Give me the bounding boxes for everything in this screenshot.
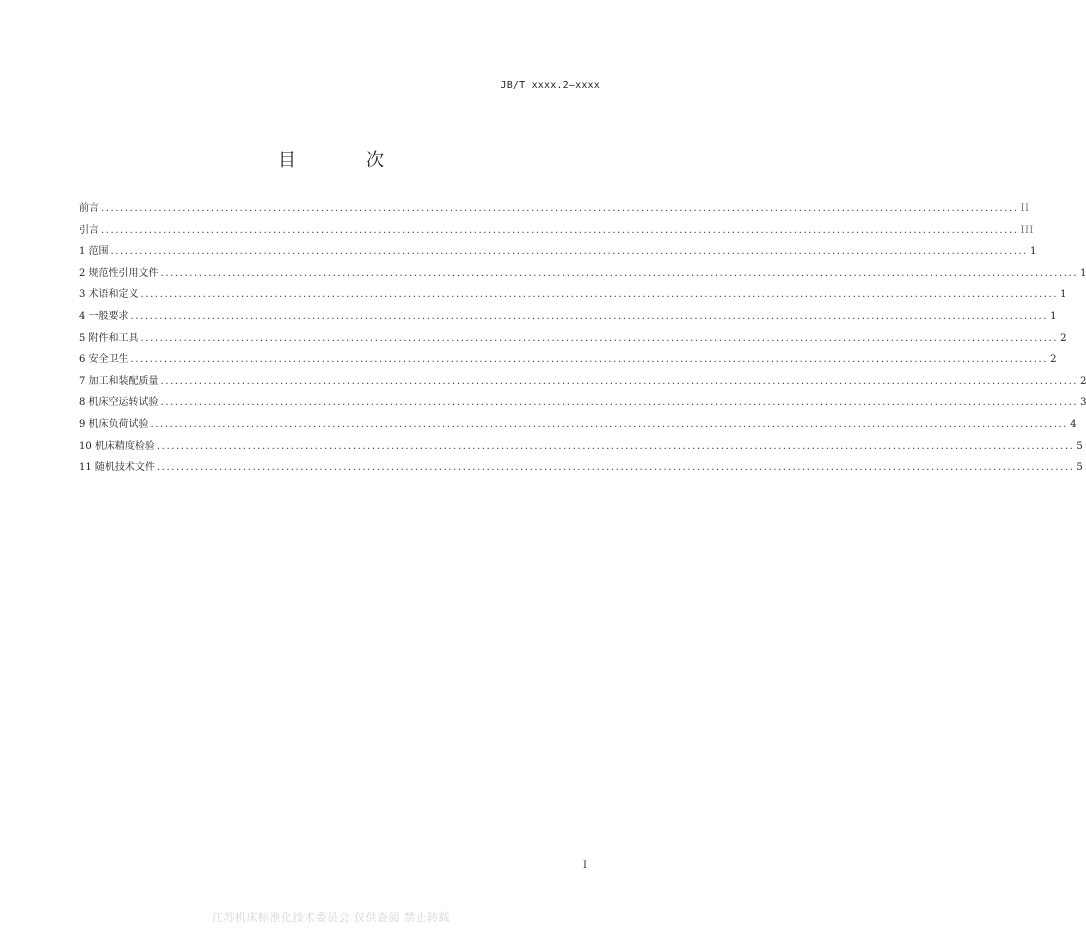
toc-entry-label: 4 一般要求 bbox=[79, 310, 129, 322]
page-number: I bbox=[583, 860, 587, 871]
toc-entry-page: 2 bbox=[1060, 332, 1067, 344]
toc-entry-normative-references[interactable] bbox=[79, 263, 1086, 285]
toc-entry-page: 4 bbox=[1070, 418, 1077, 430]
toc-entry-page: 1 bbox=[1060, 289, 1067, 301]
toc-entry-label: 8 机床空运转试验 bbox=[79, 397, 159, 409]
toc-entry-accessories-tools[interactable] bbox=[79, 328, 1067, 350]
toc-dot-leader: ................................................................................................................................................................................................ bbox=[156, 462, 1075, 474]
toc-entry-label: 引言 bbox=[79, 224, 99, 236]
toc-title: 目 次 bbox=[278, 150, 410, 171]
toc-dot-leader: ................................................................................................................................................................................................ bbox=[160, 397, 1079, 409]
toc-dot-leader: ................................................................................................................................................................................................ bbox=[156, 440, 1075, 452]
toc-dot-leader: ................................................................................................................................................................................................ bbox=[130, 310, 1049, 322]
toc-entry-label: 2 规范性引用文件 bbox=[79, 267, 159, 279]
toc-dot-leader: ................................................................................................................................................................................................ bbox=[160, 267, 1079, 279]
toc-dot-leader: ................................................................................................................................................................................................ bbox=[150, 418, 1069, 430]
toc-entry-scope[interactable] bbox=[79, 241, 1037, 263]
toc-entry-foreword[interactable] bbox=[79, 198, 1030, 220]
toc-entry-accuracy-inspection[interactable] bbox=[79, 436, 1083, 458]
toc-entry-page: 2 bbox=[1080, 375, 1086, 387]
toc-entry-label: 11 随机技术文件 bbox=[79, 462, 155, 474]
toc-entry-page: 1 bbox=[1050, 310, 1057, 322]
toc-entry-page: 5 bbox=[1076, 440, 1083, 452]
toc-entry-label: 10 机床精度检验 bbox=[79, 440, 155, 452]
toc-entry-label: 前言 bbox=[79, 203, 99, 214]
toc-entry-label: 7 加工和装配质量 bbox=[79, 375, 159, 387]
toc-entry-page: II bbox=[1020, 203, 1030, 214]
toc-entry-technical-documents[interactable] bbox=[79, 457, 1083, 479]
toc-entry-load-test[interactable] bbox=[79, 414, 1077, 436]
toc-entry-label: 9 机床负荷试验 bbox=[79, 418, 149, 430]
toc-entry-page: 1 bbox=[1080, 267, 1086, 279]
toc-dot-leader: ................................................................................................................................................................................................ bbox=[160, 375, 1079, 387]
toc-dot-leader: ................................................................................................................................................................................................ bbox=[110, 246, 1029, 258]
toc-dot-leader: ................................................................................................................................................................................................ bbox=[101, 224, 1019, 236]
watermark: 江苏机床标准化技术委员会 仅供查阅 禁止转载 bbox=[212, 911, 450, 924]
toc-entry-safety-hygiene[interactable] bbox=[79, 349, 1057, 371]
toc-dot-leader: ................................................................................................................................................................................................ bbox=[101, 203, 1019, 214]
toc-entry-page: 1 bbox=[1030, 246, 1037, 258]
document-code: JB/T xxxx.2—xxxx bbox=[500, 80, 600, 91]
toc-entry-label: 1 范围 bbox=[79, 246, 109, 258]
toc-entry-label: 5 附件和工具 bbox=[79, 332, 139, 344]
toc-entry-page: III bbox=[1020, 224, 1034, 236]
toc-dot-leader: ................................................................................................................................................................................................ bbox=[140, 332, 1059, 344]
toc-entry-page: 2 bbox=[1050, 354, 1057, 366]
toc-entry-page: 5 bbox=[1076, 462, 1083, 474]
toc-entry-label: 6 安全卫生 bbox=[79, 354, 129, 366]
toc-entry-label: 3 术语和定义 bbox=[79, 289, 139, 301]
table-of-contents bbox=[79, 198, 1086, 479]
toc-dot-leader: ................................................................................................................................................................................................ bbox=[140, 289, 1059, 301]
toc-dot-leader: ................................................................................................................................................................................................ bbox=[130, 354, 1049, 366]
toc-entry-terms-definitions[interactable] bbox=[79, 284, 1067, 306]
toc-entry-machining-assembly-quality[interactable] bbox=[79, 371, 1086, 393]
toc-entry-page: 3 bbox=[1080, 397, 1086, 409]
toc-entry-idle-run-test[interactable] bbox=[79, 392, 1086, 414]
toc-entry-general-requirements[interactable] bbox=[79, 306, 1057, 328]
toc-entry-introduction[interactable] bbox=[79, 220, 1034, 242]
